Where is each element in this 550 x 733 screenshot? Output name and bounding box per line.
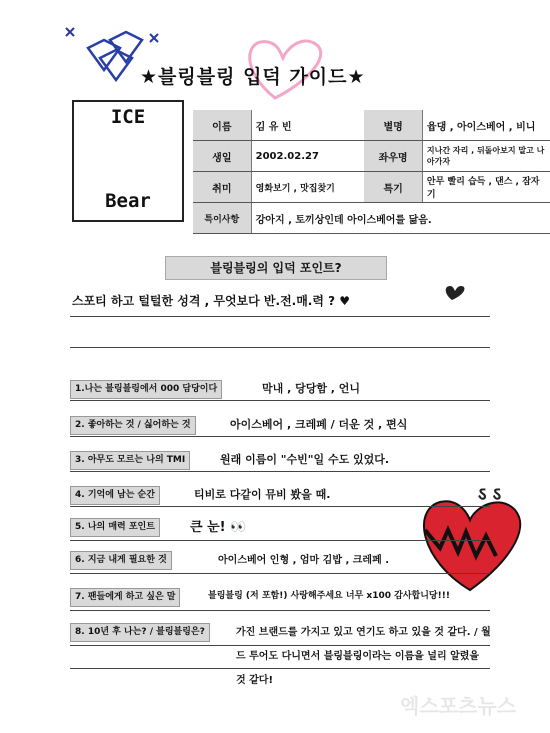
field-value: 영화보기 , 맛집찾기 [251, 172, 364, 203]
question-label: 1.나는 블링블링에서 000 담당이다 [70, 380, 222, 399]
divider [70, 573, 490, 574]
field-label: 취미 [193, 172, 251, 203]
answer-text: 원래 이름이 "수빈"일 수도 있었다. [220, 453, 390, 466]
divider [70, 316, 490, 317]
field-value: 윱댕 , 아이스베어 , 비니 [422, 110, 550, 141]
field-value: 지나간 자리 , 뒤돌아보지 말고 나아가자 [422, 141, 550, 172]
answer-text: 큰 눈! 👀 [190, 520, 247, 535]
card-bottom-text: Bear [105, 190, 151, 212]
watermark: 엑스포츠뉴스 [400, 694, 516, 718]
answer-text: 티비로 다같이 뮤비 봤을 때. [194, 488, 331, 501]
x-doodle-icon [150, 34, 158, 42]
table-row [193, 110, 550, 141]
divider [70, 436, 490, 437]
field-label: 별명 [364, 110, 422, 141]
table-row [193, 141, 550, 172]
question-label: 4. 기억에 남는 순간 [70, 486, 160, 505]
divider [70, 645, 490, 646]
answer-text: 아이스베어 , 크레페 / 더운 것 , 편식 [230, 418, 408, 431]
question-label: 5. 나의 매력 포인트 [70, 518, 160, 537]
divider [70, 506, 490, 507]
x-doodle-icon [66, 28, 74, 36]
small-heart-icon [446, 286, 465, 300]
divider [70, 400, 490, 401]
divider [70, 540, 490, 541]
answer-text: 막내 , 당당함 , 언니 [262, 382, 361, 395]
card-top-text: ICE [110, 106, 146, 128]
question-label: 6. 지금 내게 필요한 것 [70, 551, 172, 570]
field-label: 좌우명 [364, 141, 422, 172]
squiggle-doodle-icon: ऽ ऽ [478, 484, 502, 505]
profile-table [193, 110, 550, 234]
point-answer: 스포티 하고 털털한 성격 , 무엇보다 반.전.매.력 ? ♥ [72, 294, 351, 308]
table-row [193, 172, 550, 203]
question-label: 8. 10년 후 나는? / 블링블링은? [70, 623, 210, 642]
divider [70, 471, 490, 472]
field-label: 이름 [193, 110, 251, 141]
question-label: 3. 아무도 모르는 나의 TMI [70, 451, 190, 470]
field-value: 강아지 , 토끼상인데 아이스베어를 닮음. [251, 203, 550, 234]
divider [70, 610, 490, 611]
question-label: 2. 좋아하는 것 / 싫어하는 것 [70, 416, 196, 435]
answer-text: 가진 브랜드를 가지고 있고 연기도 하고 있을 것 같다. / 월드 투어도 다니면서 블링블링이라는 이름을 널리 알렸을 것 같다! [236, 627, 491, 686]
question-label: 7. 팬들에게 하고 싶은 말 [70, 588, 180, 607]
divider [70, 347, 490, 348]
divider [70, 668, 490, 669]
gem-crown-icon [88, 32, 142, 80]
section-banner: 블링블링의 입덕 포인트? [165, 256, 387, 280]
field-label: 특이사항 [193, 203, 251, 234]
answer-text: 아이스베어 인형 , 엄마 김밥 , 크레페 . [218, 555, 390, 566]
field-value: 김 유 빈 [251, 110, 364, 141]
field-value: 안무 빨리 습득 , 댄스 , 잠자기 [422, 172, 550, 203]
bear-card [72, 100, 184, 222]
table-row [193, 203, 550, 234]
page-title: ★블링블링 입덕 가이드★ [140, 66, 366, 88]
field-value: 2002.02.27 [251, 141, 364, 172]
answer-text: 블링블링 (저 포함!) 사랑해주세요 너무 x100 감사합니당!!! [208, 591, 450, 601]
field-label: 생일 [193, 141, 251, 172]
field-label: 특기 [364, 172, 422, 203]
